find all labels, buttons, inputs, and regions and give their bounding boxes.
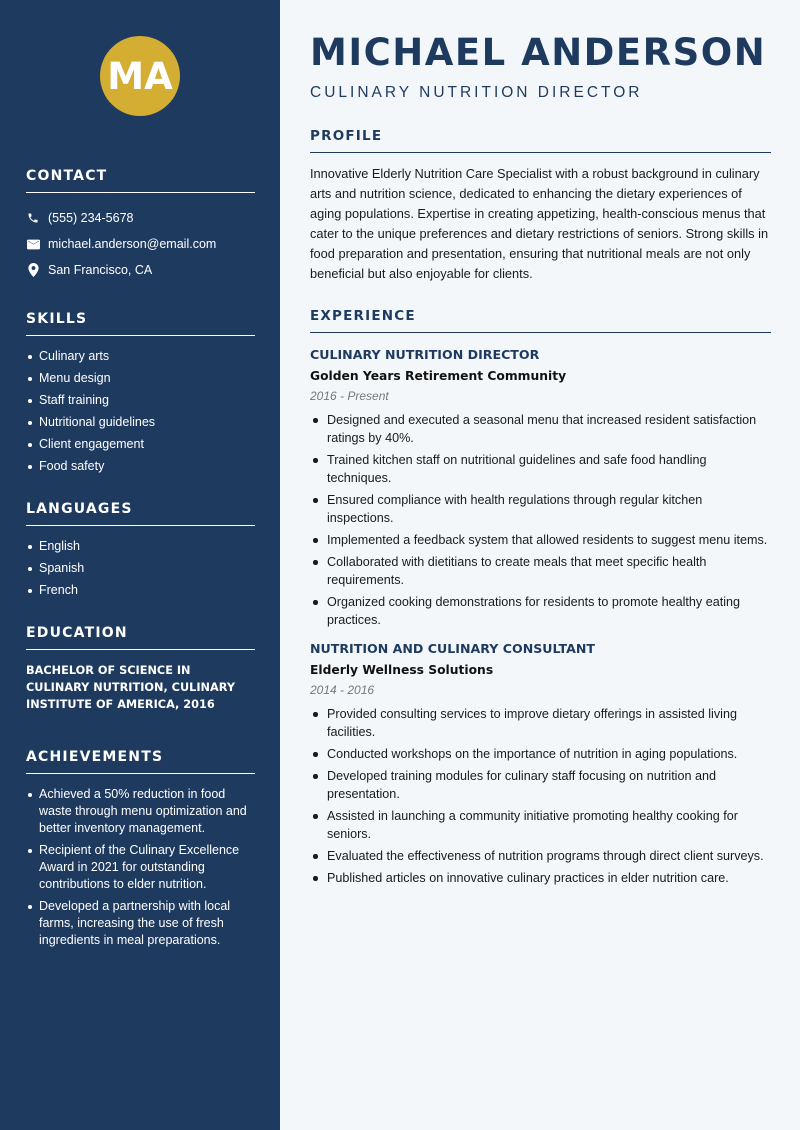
- sidebar: [0, 0, 280, 1130]
- job-bullet: Designed and executed a seasonal menu that increased resident satisfaction ratings by 40%.: [310, 411, 771, 447]
- skill-item: Staff training: [26, 392, 255, 409]
- education-entry: BACHELOR OF SCIENCE IN CULINARY NUTRITION, CULINARY INSTITUTE OF AMERICA, 2016: [26, 664, 236, 711]
- phone-text: (555) 234-5678: [48, 211, 134, 225]
- avatar: MA: [100, 36, 180, 116]
- education-heading: EDUCATION: [26, 625, 255, 650]
- job-bullet: Organized cooking demonstrations for residents to promote healthy eating practices.: [310, 593, 771, 629]
- profile-text: Innovative Elderly Nutrition Care Specialist with a robust background in culinary arts and nutrition science, dedicated to enhancing the dietary experiences of aging populations. Expertise in creating appetizing, health-conscious menus that cater to the unique preferences and dietary restrictions of seniors. Strong skills in food preparation and presentation, ensuring that nutritional meals are not only beneficial but also enjoyable for clients.: [310, 166, 769, 281]
- job-company: Elderly Wellness Solutions: [310, 663, 494, 677]
- skill-item: Menu design: [26, 370, 255, 387]
- job-dates: 2016 - Present: [310, 389, 389, 403]
- skill-item: Nutritional guidelines: [26, 414, 255, 431]
- skill-item: Culinary arts: [26, 348, 255, 365]
- candidate-title: CULINARY NUTRITION DIRECTOR: [310, 84, 643, 101]
- main-content: [310, 32, 771, 891]
- achievement-item: Developed a partnership with local farms, increasing the use of fresh ingredients in meal preparations.: [26, 898, 255, 949]
- job-bullet: Published articles on innovative culinary practices in elder nutrition care.: [310, 869, 771, 887]
- job-role: NUTRITION AND CULINARY CONSULTANT: [310, 641, 595, 656]
- email-text: michael.anderson@email.com: [48, 237, 217, 251]
- profile-section: [310, 128, 771, 284]
- job-bullet: Implemented a feedback system that allowed residents to suggest menu items.: [310, 531, 771, 549]
- achievements-section: [26, 749, 255, 949]
- job-dates: 2014 - 2016: [310, 683, 375, 697]
- languages-heading: LANGUAGES: [26, 501, 255, 526]
- email-icon: [26, 237, 40, 251]
- skill-item: Food safety: [26, 458, 255, 475]
- job-bullet: Ensured compliance with health regulations through regular kitchen inspections.: [310, 491, 771, 527]
- job-bullet: Provided consulting services to improve dietary offerings in assisted living facilities.: [310, 705, 771, 741]
- achievements-list: [26, 786, 255, 949]
- job-bullet: Evaluated the effectiveness of nutrition programs through direct client surveys.: [310, 847, 771, 865]
- job-entry: [310, 641, 771, 887]
- contact-heading: CONTACT: [26, 168, 255, 193]
- language-item: English: [26, 538, 255, 555]
- contact-phone: [26, 205, 255, 231]
- location-text: San Francisco, CA: [48, 263, 153, 277]
- job-bullet: Trained kitchen staff on nutritional guidelines and safe food handling techniques.: [310, 451, 771, 487]
- achievement-item: Achieved a 50% reduction in food waste through menu optimization and better inventory management.: [26, 786, 255, 837]
- experience-heading: EXPERIENCE: [310, 308, 771, 333]
- contact-location: [26, 257, 255, 283]
- job-bullets: [310, 705, 771, 887]
- skills-list: [26, 348, 255, 475]
- job-entry: [310, 347, 771, 629]
- language-item: Spanish: [26, 560, 255, 577]
- job-role: CULINARY NUTRITION DIRECTOR: [310, 347, 540, 362]
- job-bullets: [310, 411, 771, 629]
- job-bullet: Conducted workshops on the importance of nutrition in aging populations.: [310, 745, 771, 763]
- skill-item: Client engagement: [26, 436, 255, 453]
- job-bullet: Developed training modules for culinary staff focusing on nutrition and presentation.: [310, 767, 771, 803]
- experience-section: [310, 308, 771, 887]
- languages-list: [26, 538, 255, 599]
- contact-email: [26, 231, 255, 257]
- job-bullet: Assisted in launching a community initiative promoting healthy cooking for seniors.: [310, 807, 771, 843]
- candidate-name: MICHAEL ANDERSON: [310, 31, 767, 74]
- language-item: French: [26, 582, 255, 599]
- skills-heading: SKILLS: [26, 311, 255, 336]
- profile-heading: PROFILE: [310, 128, 771, 153]
- education-section: [26, 625, 255, 713]
- achievement-item: Recipient of the Culinary Excellence Award in 2021 for outstanding contributions to elder nutrition.: [26, 842, 255, 893]
- languages-section: [26, 501, 255, 599]
- contact-section: [26, 168, 255, 283]
- job-bullet: Collaborated with dietitians to create meals that meet specific health requirements.: [310, 553, 771, 589]
- achievements-heading: ACHIEVEMENTS: [26, 749, 255, 774]
- phone-icon: [26, 211, 40, 225]
- skills-section: [26, 311, 255, 475]
- location-pin-icon: [26, 263, 40, 277]
- job-company: Golden Years Retirement Community: [310, 369, 567, 383]
